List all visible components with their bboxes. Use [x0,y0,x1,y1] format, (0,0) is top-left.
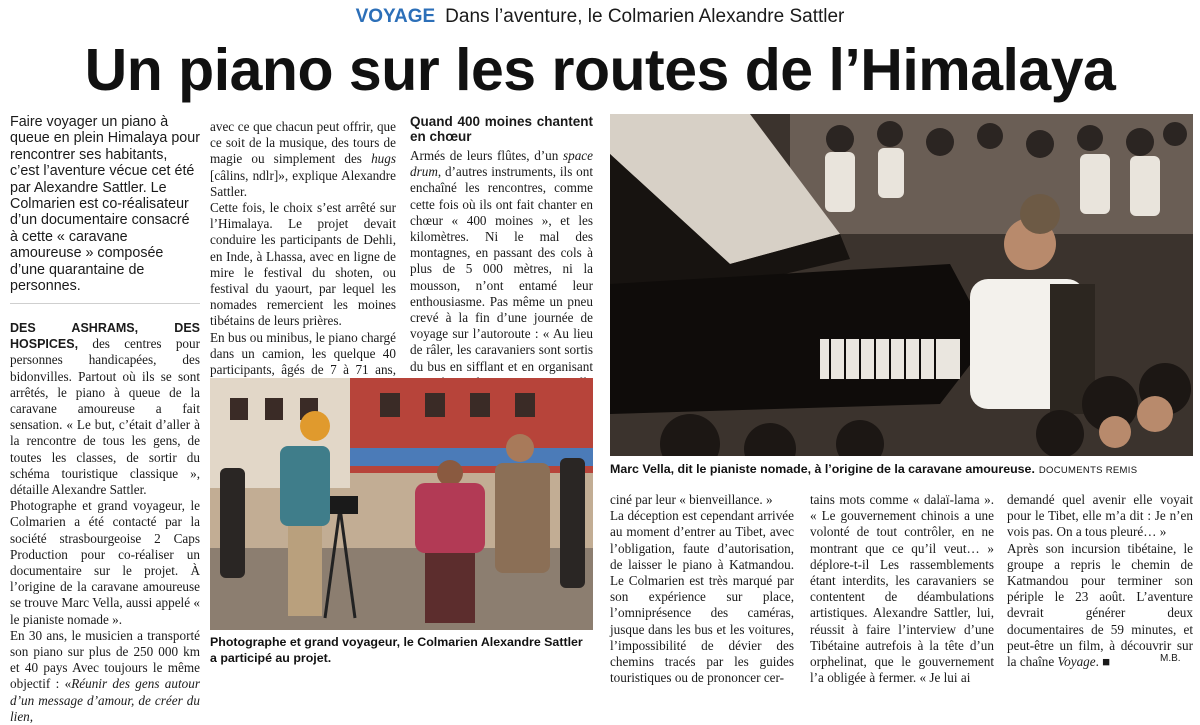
paragraph: La déception est cependant arrivée au moment d’entrer au Tibet, avec l’obligation, faute d’autorisation, de laisser le piano à Katmandou. Le Colmarien est très marqué par son expérience sur place, l’omniprésence des caméras, jusque dans les bus et les voitures, l’impossibilité de dévier des chemins tracés par les guides touristiques ou de prononcer cer- [610,508,794,686]
paragraph [410,148,593,407]
article-kicker [0,6,1200,28]
paragraph-text: des centres pour personnes handicapées, des bidonvilles. Partout où ils se sont arrêtés, le piano à queue de la caravane amoureuse a fait sensation. « Le but, c’était d’aller à la rencontre de tous les gens, de toutes les classes, de sortir du schéma touristique classique », détaille Alexandre Sattler. [10,336,200,498]
end-mark: . ■ [1095,654,1111,670]
photo-credit: DOCUMENTS REMIS [1038,465,1138,476]
article-column-6 [1007,492,1193,670]
caption-photographer: Photographe et grand voyageur, le Colmarien Alexandre Sattler a participé au projet. [210,635,583,665]
quote-italic: Réunir des gens autour d’un message d’amour, de créer du lien, [10,676,200,724]
paragraph-text: En 30 ans, le musicien a transporté son piano sur plus de 250 000 km et 40 pays Avec toujours le même objectif : « [10,627,200,692]
italic-word: hugs [371,151,396,167]
paragraph-text: avec ce que chacun peut offrir, que ce soit de la musique, des tours de magie ou simplement des [210,119,396,167]
article-column-1 [10,320,200,725]
intertitle: Quand 400 moines chantent en chœur [410,114,593,144]
paragraph [10,320,200,498]
lettrine-caps: DES ASHRAMS, DES HOSPICES, [10,321,200,352]
caption-text: Marc Vella, dit le pianiste nomade, à l’origine de la caravane amoureuse. [610,462,1035,476]
paragraph-text: [câlins, ndlr]», explique Alexandre Sattler. [210,167,396,199]
caption-pianist [610,461,1193,479]
photo-photographer [210,378,593,630]
author-signature: M.B. [1160,653,1181,664]
paragraph [10,628,200,725]
article-column-3 [410,114,593,407]
paragraph-text: Après son incursion tibétaine, le groupe a repris le chemin de Katmandou pour terminer son périple le 23 août. L’aventure devrait générer deux documentaires de 59 minutes, et peut-être un film, à découvrir sur la chaîne [1007,540,1193,670]
photo-photographer-illustration [210,378,593,630]
paragraph: Photographe et grand voyageur, le Colmarien a été contacté par la société strasbourgeoise 2 Caps Production pour co-réaliser un documentaire sur le projet. À l’origine de la caravane amoureuse se trouve Marc Vella, aussi appelé « le pianiste nomade ». [10,498,200,627]
photo-pianist [610,114,1193,456]
article-column-4 [610,492,794,686]
headline: Un piano sur les routes de l’Himalaya [84,37,1116,103]
article-lead: Faire voyager un piano à queue en plein Himalaya pour rencontrer ses habitants, c’est l’aventure vécue cet été par Alexandre Sattler. Le Colmarien est co-réalisateur d’un documentaire consacré à cette « caravane amoureuse » composée d’une quarantaine de personnes. [10,114,200,295]
kicker-subtitle: Dans l’aventure, le Colmarien Alexandre Sattler [445,6,845,27]
paragraph: ciné par leur « bienveillance. » [610,492,773,507]
italic-word: Voyage [1057,654,1096,670]
paragraph: tains mots comme « dalaï-lama ». « Le gouvernement chinois a une volonté de tout contrôler, en ne montrant que ce qu’il veut… » déplore-t-il Les rassemblements étant interdits, les caravaniers se contentent de déambulations artistiques. Alexandre Sattler, lui, réussit à faire l’interview d’une Tibétaine autrefois à la tête d’un orphelinat, que le gouvernement l’a obligée à fermer. « Je lui ai [810,492,994,686]
paragraph-text: , d’autres instruments, ils ont enchaîné les rencontres, comme cette fois où ils ont fait chanter en chœur « 400 moines », et les kilomètres. Ni le mal des montagnes, en passant des cols à plus de 5 000 mètres, ni la mousson, n’ont entamé leur enthousiasme. Pas même un pneu crevé à la fin d’une journée de voyage sur l’autoroute : « Au lieu de râler, les caravaniers sont sortis du bus en sifflant et en organisant [410,164,593,374]
paragraph-text: Armés de leurs flûtes, d’un [410,148,563,163]
rubric-label: VOYAGE [355,6,436,27]
paragraph: demandé quel avenir elle voyait pour le Tibet, elle m’a dit : Je n’en vois pas. On a tous pleuré… » [1007,492,1193,540]
article-column-5 [810,492,994,686]
photo-pianist-illustration [610,114,1193,456]
italic-word: space drum [410,148,593,180]
paragraph: Cette fois, le choix s’est arrêté sur l’Himalaya. Le projet devait conduire les participants de Dehli, en Inde, à Lhassa, avec en ligne de mire le festival du shoten, ou festival du yaourt, par lequel les nomades remercient les moines tibétains de leurs prières. [210,200,396,329]
paragraph [210,119,396,200]
paragraph [1007,541,1193,671]
lead-separator [10,303,200,304]
article-column-2 [210,119,396,411]
paragraph: En bus ou minibus, le piano chargé dans un camion, les quelque 40 participants, âgés de 7 à 71 ans, [210,329,396,378]
